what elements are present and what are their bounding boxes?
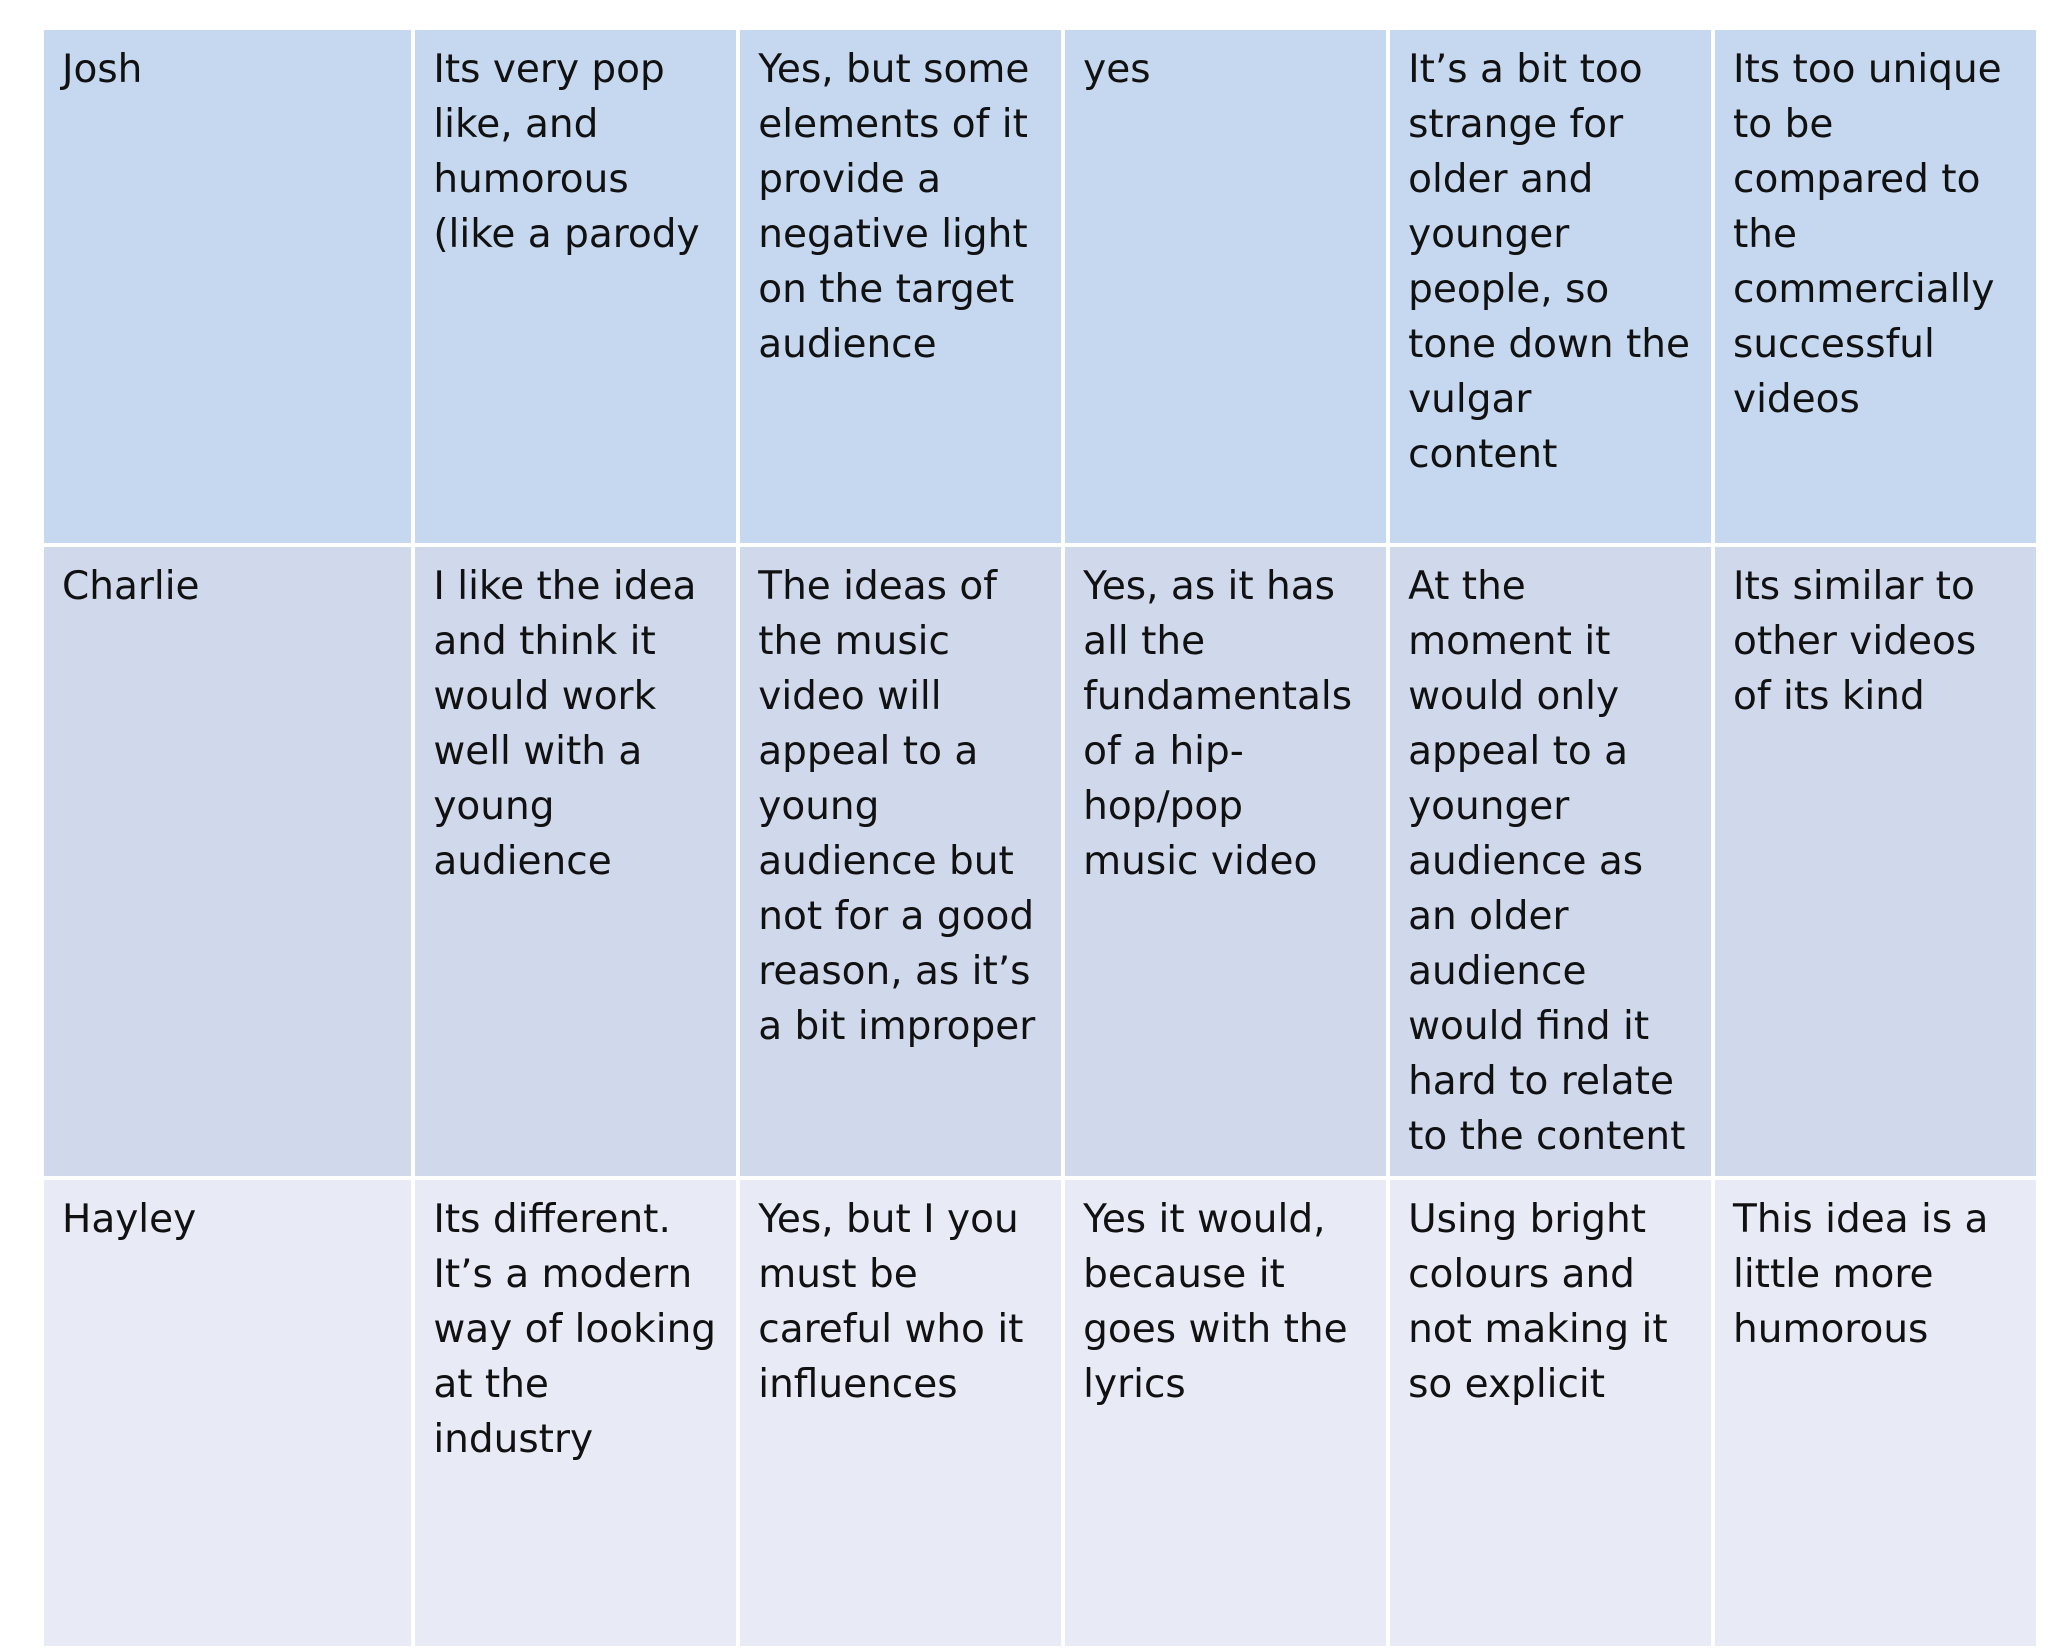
table-cell: The ideas of the music video will appeal to a young audience but not for a good reason, as it’s a bit improper	[738, 545, 1063, 1178]
table-cell: Its similar to other videos of its kind	[1713, 545, 2038, 1178]
table-cell: Using bright colours and not making it so explicit	[1388, 1178, 1713, 1648]
table-cell: Yes, as it has all the fundamentals of a hip-hop/pop music video	[1063, 545, 1388, 1178]
table-row	[42, 545, 2038, 1178]
table-cell: Its too unique to be compared to the commercially successful videos	[1713, 28, 2038, 545]
table-row	[42, 28, 2038, 545]
respondent-name: Charlie	[42, 545, 413, 1178]
table-cell: This idea is a little more humorous	[1713, 1178, 2038, 1648]
table-cell: At the moment it would only appeal to a younger audience as an older audience would find it hard to relate to the content	[1388, 545, 1713, 1178]
feedback-table	[40, 26, 2040, 1650]
respondent-name: Hayley	[42, 1178, 413, 1648]
table-cell: yes	[1063, 28, 1388, 545]
table-row	[42, 1178, 2038, 1648]
table-cell: Yes it would, because it goes with the lyrics	[1063, 1178, 1388, 1648]
respondent-name: Josh	[42, 28, 413, 545]
table-cell: Yes, but some elements of it provide a negative light on the target audience	[738, 28, 1063, 545]
table-cell: Its very pop like, and humorous (like a parody	[413, 28, 738, 545]
table-cell: I like the idea and think it would work well with a young audience	[413, 545, 738, 1178]
table-cell: Its different. It’s a modern way of looking at the industry	[413, 1178, 738, 1648]
table-cell: It’s a bit too strange for older and younger people, so tone down the vulgar content	[1388, 28, 1713, 545]
table-cell: Yes, but I you must be careful who it influences	[738, 1178, 1063, 1648]
